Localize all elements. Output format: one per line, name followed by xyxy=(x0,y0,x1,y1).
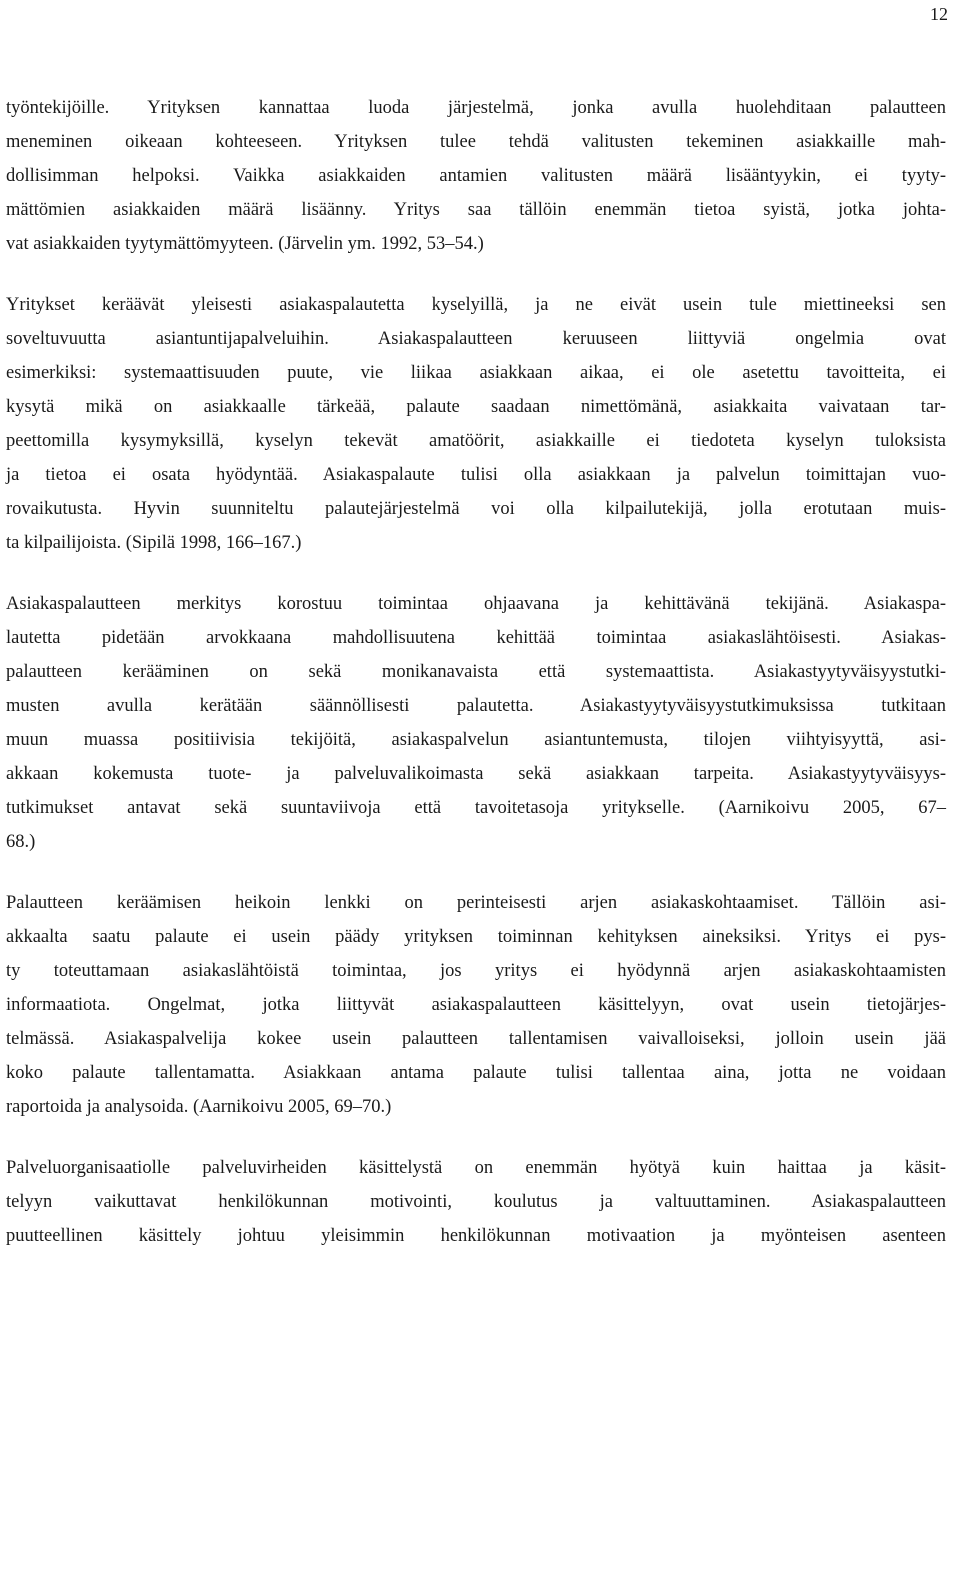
paragraph xyxy=(6,587,946,859)
text-line: telmässä. Asiakaspalvelija kokee usein palautteen tallentamisen vaivalloiseksi, jolloin usein jää xyxy=(6,1029,946,1049)
text-line: rovaikutusta. Hyvin suunniteltu palautejärjestelmä voi olla kilpailutekijä, jolla erotutaan muis- xyxy=(6,499,946,519)
text-line: puutteellinen käsittely johtuu yleisimmin henkilökunnan motivaation ja myönteisen asenteen xyxy=(6,1226,946,1246)
text-line: ja tietoa ei osata hyödyntää. Asiakaspalaute tulisi olla asiakkaan ja palvelun toimittajan vuo- xyxy=(6,465,946,485)
page-number: 12 xyxy=(930,4,948,24)
text-line: Asiakaspalautteen merkitys korostuu toimintaa ohjaavana ja kehittävänä tekijänä. Asiakaspa- xyxy=(6,594,946,614)
text-line: Palveluorganisaatiolle palveluvirheiden käsittelystä on enemmän hyötyä kuin haittaa ja käsit- xyxy=(6,1158,946,1178)
text-line: 68.) xyxy=(6,832,36,852)
text-line: tutkimukset antavat sekä suuntaviivoja että tavoitetasoja yritykselle. (Aarnikoivu 2005, 67– xyxy=(6,798,946,818)
text-line: soveltuvuutta asiantuntijapalveluihin. Asiakaspalautteen keruuseen liittyviä ongelmia ovat xyxy=(6,329,946,349)
text-line: vat asiakkaiden tyytymättömyyteen. (Järvelin ym. 1992, 53–54.) xyxy=(6,234,484,254)
page-body xyxy=(6,91,946,1280)
text-line: raportoida ja analysoida. (Aarnikoivu 2005, 69–70.) xyxy=(6,1097,392,1117)
text-line: akkaalta saatu palaute ei usein päädy yrityksen toiminnan kehityksen aineksiksi. Yritys ei pys- xyxy=(6,927,946,947)
text-line: telyyn vaikuttavat henkilökunnan motivointi, koulutus ja valtuuttaminen. Asiakaspalautteen xyxy=(6,1192,946,1212)
text-line: muun muassa positiivisia tekijöitä, asiakaspalvelun asiantuntemusta, tilojen viihtyisyyttä, asi- xyxy=(6,730,946,750)
paragraph xyxy=(6,1151,946,1253)
text-line: työntekijöille. Yrityksen kannattaa luoda järjestelmä, jonka avulla huolehditaan palautteen xyxy=(6,98,946,118)
text-line: lautetta pidetään arvokkaana mahdollisuutena kehittää toimintaa asiakaslähtöisesti. Asiakas- xyxy=(6,628,946,648)
text-line: informaatiota. Ongelmat, jotka liittyvät asiakaspalautteen käsittelyyn, ovat usein tietojärjes- xyxy=(6,995,946,1015)
text-line: dollisimman helpoksi. Vaikka asiakkaiden antamien valitusten määrä lisääntyykin, ei tyyty- xyxy=(6,166,946,186)
text-line: musten avulla kerätään säännöllisesti palautetta. Asiakastyytyväisyystutkimuksissa tutkitaan xyxy=(6,696,946,716)
text-line: kysytä mikä on asiakkaalle tärkeää, palaute saadaan nimettömänä, asiakkaita vaivataan tar- xyxy=(6,397,946,417)
text-line: peettomilla kysymyksillä, kyselyn tekevät amatöörit, asiakkaille ei tiedoteta kyselyn tuloksista xyxy=(6,431,946,451)
text-line: mättömien asiakkaiden määrä lisäänny. Yritys saa tällöin enemmän tietoa syistä, jotka johta- xyxy=(6,200,946,220)
text-line: esimerkiksi: systemaattisuuden puute, vie liikaa asiakkaan aikaa, ei ole asetettu tavoitteita, ei xyxy=(6,363,946,383)
text-line: meneminen oikeaan kohteeseen. Yrityksen tulee tehdä valitusten tekeminen asiakkaille mah- xyxy=(6,132,946,152)
text-line: Palautteen keräämisen heikoin lenkki on perinteisesti arjen asiakaskohtaamiset. Tällöin asi- xyxy=(6,893,946,913)
text-line: ty toteuttamaan asiakaslähtöistä toimintaa, jos yritys ei hyödynnä arjen asiakaskohtaamisten xyxy=(6,961,946,981)
paragraph xyxy=(6,288,946,560)
text-line: koko palaute tallentamatta. Asiakkaan antama palaute tulisi tallentaa aina, jotta ne voidaan xyxy=(6,1063,946,1083)
paragraph xyxy=(6,91,946,261)
paragraph xyxy=(6,886,946,1124)
text-line: palautteen kerääminen on sekä monikanavaista että systemaattista. Asiakastyytyväisyystutki- xyxy=(6,662,946,682)
text-line: akkaan kokemusta tuote- ja palveluvalikoimasta sekä asiakkaan tarpeita. Asiakastyytyväisyys- xyxy=(6,764,946,784)
text-line: ta kilpailijoista. (Sipilä 1998, 166–167.) xyxy=(6,533,302,553)
text-line: Yritykset keräävät yleisesti asiakaspalautetta kyselyillä, ja ne eivät usein tule miettineeksi sen xyxy=(6,295,946,315)
